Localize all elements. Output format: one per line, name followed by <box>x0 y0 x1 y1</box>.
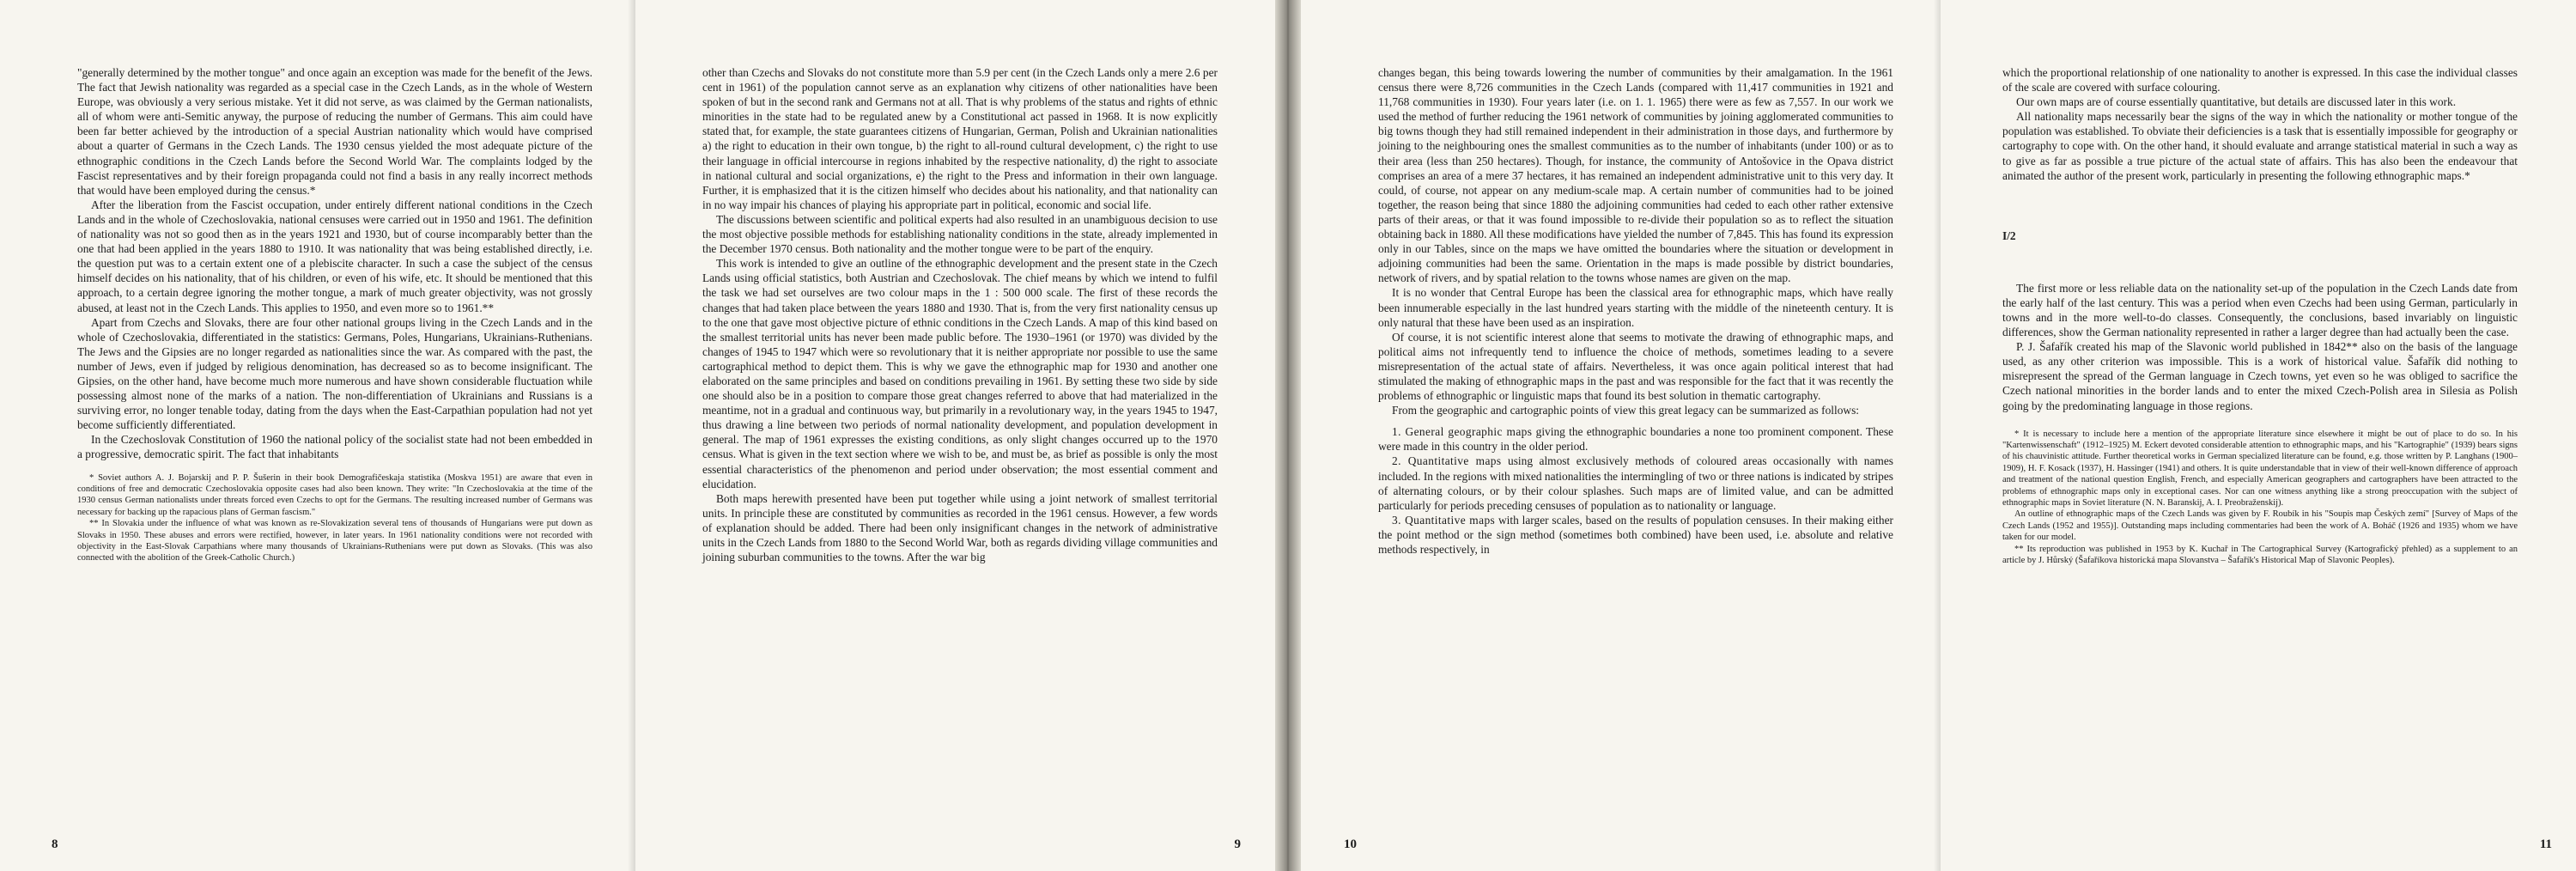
paragraph: P. J. Šafařík created his map of the Slavonic world published in 1842** also on the basis of the language used, as any other criterion was impossible. This is a work of historical value. Šafařík did nothing to misrepresent the spread of the German language in Czech towns, yet even so he was obliged to sacrifice the Czech national minorities in the border lands and to enter the mixed Czech-Polish area in Silesia as Polish going by the predominating language in those regions. <box>2002 340 2518 412</box>
page-11 <box>1941 0 2576 871</box>
list-item <box>1378 454 1893 512</box>
paragraph: Both maps herewith presented have been put together while using a joint network of smallest territorial units. In principle these are constituted by communities as recorded in the 1961 census. However, a few words of explanation should be added. There had been only insignificant changes in the network of administrative units in the Czech Lands from 1880 to the Second World War, both as regards dividing village communities and joining suburban communities to the towns. After the war big <box>702 491 1218 564</box>
paragraph: All nationality maps necessarily bear the signs of the way in which the nationality or mother tongue of the population was established. To obviate their deficiencies is a task that is essentially impossible for geography or cartography to cope with. On the other hand, it should evaluate and arrange statistical material in such a way as to give as far as possible a true picture of the actual state of affairs. This has also been the endeavour that animated the author of the present work, particularly in presenting the following ethnographic maps.* <box>2002 110 2518 182</box>
paragraph: Our own maps are of course essentially quantitative, but details are discussed later in this work. <box>2016 95 2457 109</box>
page-9 <box>635 0 1275 871</box>
paragraph: From the geographic and cartographic points of view this great legacy can be summarized as follows: <box>1392 404 1860 417</box>
list-item-head: 3. Quantitative maps <box>1392 513 1496 527</box>
page-8 <box>0 0 635 871</box>
page-10-text-block <box>1378 65 1893 557</box>
footnote: * It is necessary to include here a mention of the appropriate literature since elsewhere it might be out of place to do so. In his "Kartenwissenschaft" (1912–1925) M. Eckert devoted considerable attention to ethnographic maps, and his "Kartographie" (1939) bears signs of his chauvinistic attitude. Further theoretical works in German specialized literature can be found, e.g. those written by P. Langhans (1900–1909), H. F. Kosack (1937), H. Hassinger (1941) and others. It is quite understandable that in view of their well-known difference of approach and treatment of the national question English, French, and especially American geographers and cartographers have been attracted to the problems of ethnographic maps only in exceptional cases. Nor can one witness anything like a strong preoccupation with the subject of ethnographic maps in Soviet literature (N. N. Baranskij, A. I. Preobraženskij). <box>2002 429 2518 509</box>
paragraph: After the liberation from the Fascist occupation, under entirely different national conditions in the Czech Lands and in the whole of Czechoslovakia, national censuses were carried out in 1950 and 1961. The definition of nationality was not so good then as in the years 1921 and 1930, but of course incomparably better than the one that had been applied in the years 1880 to 1910. It was nationality that was being established directly, i.e. the question put was to a certain extent one of a plebiscite character. In such a case the subject of the census himself decides on his nationality, that of his children, or even of his wife, etc. It should be mentioned that this approach, to a certain degree ignoring the mother tongue, a mark of much greater objectivity, was not grossly abused, at least not in the Czech Lands. This applies to 1950, and even more so to 1961.** <box>77 198 592 314</box>
footnote: * Soviet authors A. J. Bojarskij and P. P. Šušerin in their book Demografičeskaja statistika (Moskva 1951) are aware that even in conditions of free and democratic Czechoslovakia opposite cases had also been known. They write: "In Czechoslovakia at the time of the 1930 census German nationalists under threats forced even Czechs to opt for the Germans. The resulting increased number of Germans was necessary for backing up the rapacious plans of German fascism." <box>77 472 592 517</box>
footnotes <box>2002 429 2518 567</box>
paragraph: which the proportional relationship of one nationality to another is expressed. In this case the individual classes of the scale are covered with surface colouring. <box>2002 66 2518 94</box>
paragraph: changes began, this being towards lowering the number of communities by their amalgamation. In the 1961 census there were 8,726 communities in the Czech Lands (compared with 11,417 communities in 1921 and 11,768 communities in 1930). Four years later (i.e. on 1. 1. 1965) there were as few as 7,557. In our work we used the method of further reducing the 1961 network of communities by joining agglomerated communities to big towns though they had still remained independent in their administration in those days, and furthermore by joining to the neighbouring ones the smallest communities as to the number of inhabitants (under 100) or as to their area (less than 250 hectares). Though, for instance, the community of Antošovice in the Opava district comprises an area of a mere 37 hectares, it has remained an independent administrative unit to this very day. It could, of course, not appear on any medium-scale map. A certain number of communities had to be joined together, the reason being that since 1880 the adjoining communities had ceded to each other rather extensive parts of their areas, or that it was found impossible to re-divide their population so as to reflect the situation obtaining back in 1880. All these modifications have yielded the number of 7,845. This has found its expression only in our Tables, since on the maps we have omitted the boundaries where the situation or development in adjoining communities had been the same. Orientation in the maps is made possible by district boundaries, network of rivers, and by spatial relation to the towns whose names are given on the map. <box>1378 66 1893 285</box>
footnote: ** Its reproduction was published in 1953 by K. Kuchař in The Cartographical Survey (Kartografický přehled) as a supplement to an article by J. Hůrský (Šafaříkova historická mapa Slovanstva – Šafařík's Historical Map of Slavonic Peoples). <box>2002 544 2518 566</box>
paragraph: It is no wonder that Central Europe has been the classical area for ethnographic maps, which have really been innumerable especially in the last hundred years starting with the middle of the nineteenth century. It is only natural that these have been used as an inspiration. <box>1378 286 1893 329</box>
list-item-text: giving the ethnographic boundaries a none too prominent component. These were made in this country in the older period. <box>1378 425 1893 454</box>
page-number: 11 <box>2539 838 2552 851</box>
list-item-head: 1. General geographic maps <box>1392 425 1533 439</box>
page-8-text-block <box>77 65 592 564</box>
section-number: I/2 <box>2002 228 2016 242</box>
page-number: 8 <box>52 838 58 851</box>
paragraph: Apart from Czechs and Slovaks, there are four other national groups living in the Czech Lands and in the whole of Czechoslovakia, differentiated in the statistics: Germans, Poles, Hungarians, Ukrainians-Ruthenians. The Jews and the Gipsies are no longer regarded as nationalities since the war. As compared with the past, the number of Jews, even if judged by religious denomination, has decreased so as to become insignificant. The Gipsies, on the other hand, have become much more numerous and have shown considerable fluctuation while possessing almost none of the marks of a nation. The non-differentiation of Ukrainians and Russians is a surviving error, no longer tenable today, dating from the days when the East-Carpathian population had not yet become sufficiently differentiated. <box>77 315 592 432</box>
list-item <box>1378 424 1893 454</box>
paragraph: "generally determined by the mother tongue" and once again an exception was made for the benefit of the Jews. The fact that Jewish nationality was regarded as a special case in the Czech Lands, as in the whole of Western Europe, was obviously a very serious mistake. Yet it did not serve, as was claimed by the German nationalists, all of whom were anti-Semitic anyway, the purpose of reducing the number of Germans. This aim could have been far better achieved by the introduction of a special Austrian nationality which would have comprised about a quarter of Germans in the Czech Lands. The 1930 census yielded the most adequate picture of the ethnographic conditions in the Czech Lands before the Second World War. The complaints lodged by the Fascist representatives and by their foreign propaganda could not find a basis in any really incorrect methods that would have been employed during the census.* <box>77 66 592 197</box>
page-11-text-block <box>2002 65 2518 566</box>
paragraph: In the Czechoslovak Constitution of 1960 the national policy of the socialist state had not been embedded in a progressive, democratic spirit. The fact that inhabitants <box>77 433 592 461</box>
page-9-text-block <box>702 65 1218 564</box>
footnote: An outline of ethnographic maps of the Czech Lands was given by F. Roubík in his "Soupis map Českých zemí" [Survey of Maps of the Czech Lands (1952 and 1955)]. Outstanding maps including commentaries had been the work of A. Boháč (1926 and 1935) whom we have taken for our model. <box>2002 509 2518 543</box>
paragraph: This work is intended to give an outline of the ethnographic development and the present state in the Czech Lands using official statistics, both Austrian and Czechoslovak. The chief means by which we intend to fulfil the task we had set ourselves are two colour maps in the 1 : 500 000 scale. The first of these records the changes that had taken place between the years 1880 and 1930. That is, from the very first nationality census up to the one that gave most objective picture of ethnic conditions in the Czech Lands. A map of this kind based on the smallest territorial units has never been made public before. The 1930–1961 (or 1970) was divided by the changes of 1945 to 1947 which were so revolutionary that it is neither appropriate nor possible to use the same cartographical method to depict them. This is why we gave the ethnographic map for 1930 and another one elaborated on the same principles and based on conditions prevailing in 1961. By setting these two side by side one should also be in a position to compare those great changes referred to above that had materialized in the meantime, not in a gradual and continuous way, but primarily in a revolutionary way, in the years 1945 to 1947, thus drawing a line between two periods of normal nationality development, and population development in general. The map of 1961 expresses the existing conditions, as only slight changes occurred up to the 1970 census. What is given in the text section where we wish to be, and must be, as brief as possible is only the most essential characteristics of the phenomenon and period under observation; the most essential comment and elucidation. <box>702 257 1218 490</box>
list-item-text: with larger scales, based on the results of population censuses. In their making either the point method or the sign method (sometimes both combined) have been used, i.e. absolute and relative methods respectively, in <box>1378 513 1893 556</box>
paragraph: The discussions between scientific and political experts had also resulted in an unambiguous decision to use the most objective possible methods for establishing nationality conditions in the state, already implemented in the December 1970 census. Both nationality and the mother tongue were to be part of the enquiry. <box>702 212 1218 256</box>
page-number: 9 <box>1234 838 1241 851</box>
footnote: ** In Slovakia under the influence of what was known as re-Slovakization several tens of thousands of Hungarians were put down as Slovaks in 1950. These abuses and errors were rectified, however, in later years. In 1961 nationality conditions were not recorded with objectivity in the East-Slovak Carpathians where many thousands of Ukrainians-Ruthenians were put down as Slovaks. (This was also connected with the abolition of the Greek-Catholic Church.) <box>77 519 592 563</box>
paragraph: Of course, it is not scientific interest alone that seems to motivate the drawing of ethnographic maps, and political aims not infrequently tend to influence the choice of methods, sometimes leading to a severe misrepresentation of the actual state of affairs. Nevertheless, it was once again political interest that had stimulated the making of ethnographic maps in the past and was responsible for the fact that it was recently the problems of ethnographic or linguistic maps that found its best solution in thematic cartography. <box>1378 330 1893 403</box>
footnotes <box>77 472 592 564</box>
paragraph: other than Czechs and Slovaks do not constitute more than 5.9 per cent (in the Czech Lands only a mere 2.6 per cent in 1961) of the population cannot serve as an explanation why citizens of other nationalities have been spoken of but in the second rank and Germans not at all. That is why problems of the status and rights of ethnic minorities in the state had to be regulated anew by a Constitutional act passed in 1968. It is now explicitly stated that, for example, the state guarantees citizens of Hungarian, German, Polish and Ukrainian nationalities a) the right to education in their own tongue, b) the right to all-round cultural development, c) the right to use their language in official intercourse in regions inhabited by the respective nationality, d) the right to associate in national cultural and social organizations, e) the right to the Press and information in their own language. Further, it is emphasized that it is the citizen himself who decides about his nationality, and that nationality can in no way impair his chances of playing his appropriate part in political, economic and social life. <box>702 66 1218 211</box>
list-item-head: 2. Quantitative maps <box>1392 454 1502 468</box>
list-item-text: using almost exclusively methods of coloured areas occasionally with names included. In the regions with mixed nationalities the intermingling of two or three nations is indicated by stripes of alternating colours, or by their colour splashes. Such maps are of limited value, and can be admitted particularly for periods preceding censuses of population as to nationality or language. <box>1378 454 1893 512</box>
paragraph: The first more or less reliable data on the nationality set-up of the population in the Czech Lands date from the early half of the last century. This was a period when even Czechs had been using German, particularly in towns and in the more well-to-do classes. Consequently, the conclusions, based invariably on linguistic differences, show the German nationality represented in rather a larger degree than had actually been the case. <box>2002 281 2518 339</box>
page-number: 10 <box>1344 838 1357 851</box>
book-gutter <box>1275 0 1301 871</box>
page-10 <box>1301 0 1941 871</box>
list-item <box>1378 513 1893 557</box>
